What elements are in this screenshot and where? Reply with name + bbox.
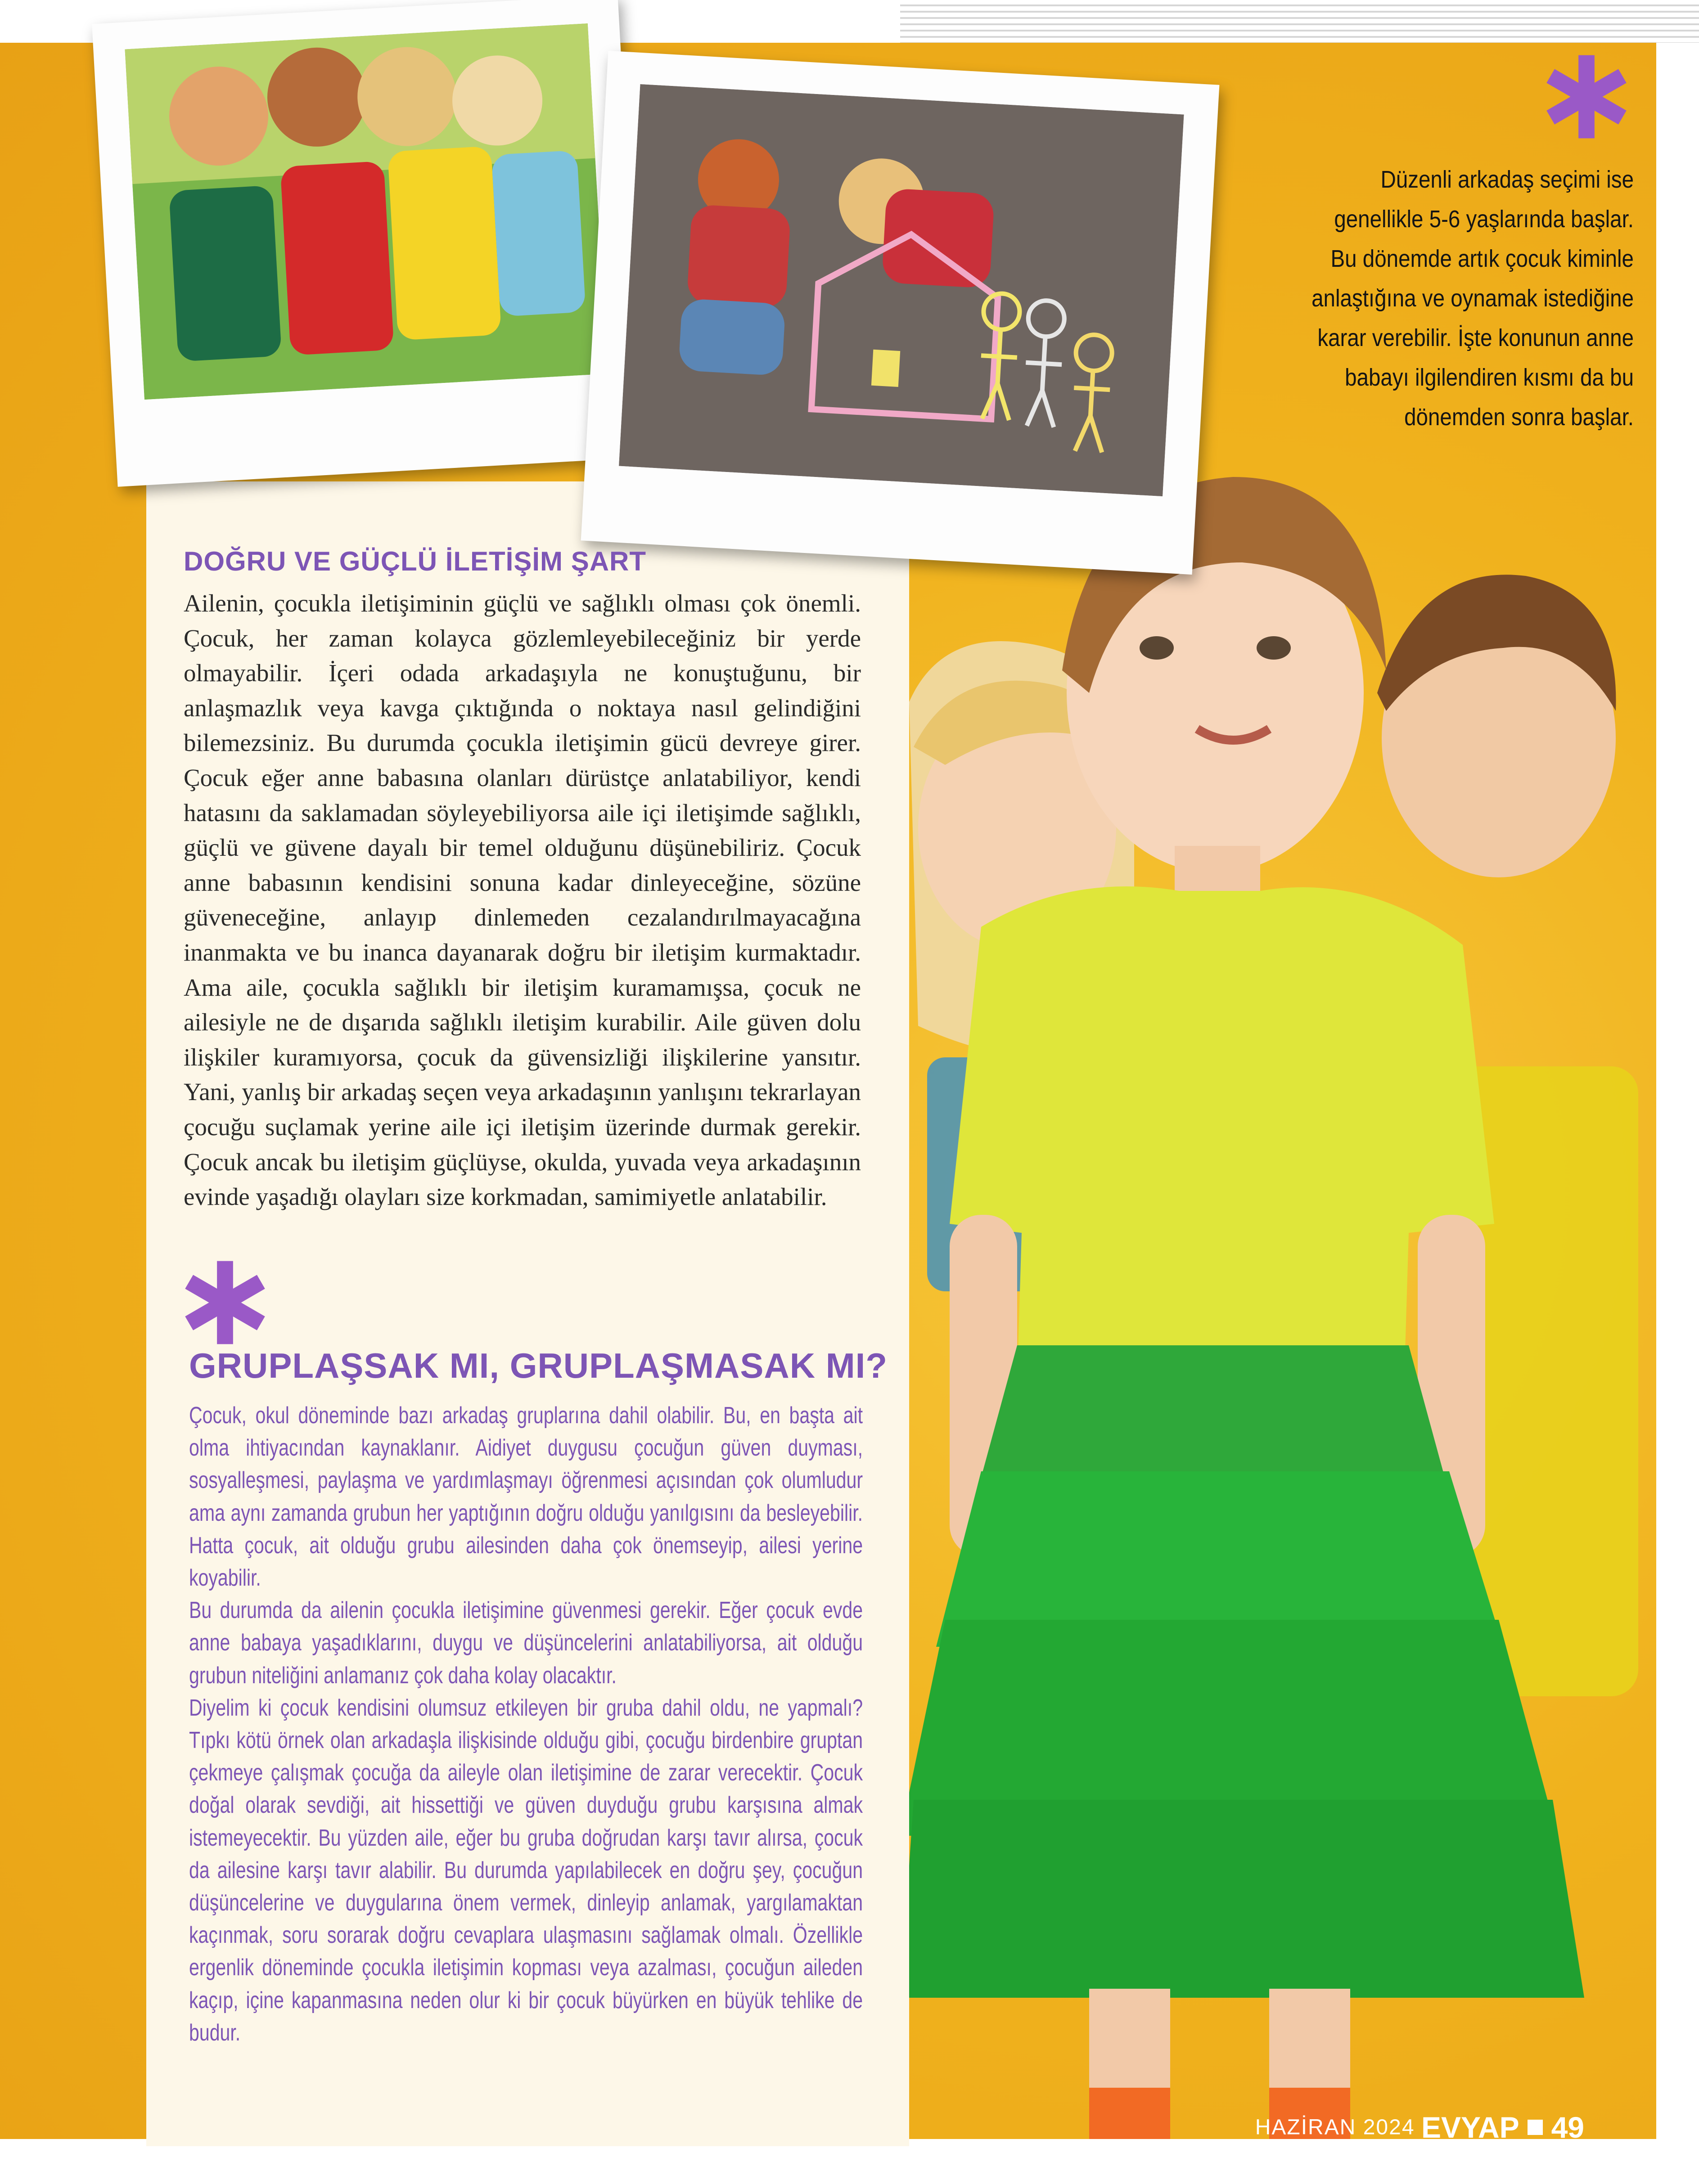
section2-paragraph: Çocuk, okul döneminde bazı arkadaş gruplarına dahil olabilir. Bu, en başta ait olma ihtiyacından kaynaklanır. Aidiyet duygusu çocuğun güven duyması, sosyalleşmesi, paylaşma ve yardımlaşmayı öğrenmesi açısından çok olumludur ama aynı zamanda grubun her yaptığının doğru olduğu yanılgısını da besleyebilir. Hatta çocuk, ait olduğu grubu ailesinden daha çok önemseyip, ailesi yerine koyabilir. [189, 1402, 863, 1591]
footer-square [1528, 2120, 1543, 2135]
issue-date: HAZİRAN 2024 [1255, 2115, 1415, 2139]
header-stripes [900, 0, 1699, 43]
intro-line: dönemden sonra başlar. [1404, 404, 1634, 431]
polaroid-backpacks [92, 0, 644, 487]
intro-line: anlaştığına ve oynamak istediğine [1311, 285, 1634, 312]
section2-paragraph: Bu durumda da ailenin çocukla iletişimine güvenmesi gerekir. Eğer çocuk evde anne babaya yaşadıklarını, duygu ve düşüncelerini anlatabiliyorsa, ait olduğu grubun niteliğini anlamanız çok daha kolay olacaktır. [189, 1597, 863, 1689]
intro-line: babayı ilgilendiren kısmı da bu [1345, 364, 1634, 391]
intro-line: genellikle 5-6 yaşlarında başlar. [1334, 206, 1634, 233]
asterisk-icon [1539, 49, 1634, 144]
backpacks-photo [125, 23, 607, 400]
section2-body [189, 1399, 863, 2049]
intro-callout [1297, 160, 1634, 437]
asterisk-icon [178, 1255, 272, 1350]
section2-heading: GRUPLAŞSAK MI, GRUPLAŞMASAK MI? [189, 1346, 888, 1385]
magazine-brand: EVYAP [1421, 2111, 1519, 2144]
intro-line: karar verebilir. İşte konunun anne [1317, 324, 1634, 351]
section2-paragraph: Diyelim ki çocuk kendisini olumsuz etkileyen bir gruba dahil oldu, ne yapmalı? Tıpkı kötü örnek olan arkadaşla ilişkisinde olduğu gibi, çocuğu birdenbire gruptan çekmeye çalışmak çocuğa da aileyle olan iletişimine de zarar verecektir. Çocuk doğal olarak sevdiği, ait hissettiği ve güven duyduğu grubu karşısına almak istemeyecektir. Bu yüzden aile, eğer bu gruba doğrudan karşı tavır alırsa, çocuk da ailesine karşı tavır alabilir. Bu durumda yapılabilecek en doğru şey, çocuğun düşüncelerine ve duygularına önem vermek, dinleyip anlamak, yargılamaktan kaçınmak, soru sorarak doğru cevaplara ulaşmasını sağlamak olmalı. Özellikle ergenlik döneminde çocukla iletişimin kopması veya azalması, çocuğun aileden kaçıp, içine kapanmasına neden olur ki bir çocuk büyürken en büyük tehlike de budur. [189, 1694, 863, 2046]
intro-line: Düzenli arkadaş seçimi ise [1380, 166, 1634, 193]
page-footer [1255, 2110, 1584, 2144]
polaroid-chalk-drawing [581, 51, 1220, 575]
intro-line: Bu dönemde artık çocuk kiminle [1330, 245, 1634, 272]
children-photo [900, 459, 1656, 2139]
section1-heading: DOĞRU VE GÜÇLÜ İLETİŞİM ŞART [184, 546, 647, 576]
page-number: 49 [1551, 2111, 1584, 2144]
chalk-drawing-photo [619, 84, 1184, 496]
section1-body: Ailenin, çocukla iletişiminin güçlü ve sağlıklı olması çok önemli. Çocuk, her zaman kolayca gözlemleyebileceğiniz bir yerde olmayabilir. İçeri odada arkadaşıyla ne konuştuğunu, bir anlaşmazlık veya kavga çıktığında o noktaya nasıl gelindiğini bilemezsiniz. Bu durumda çocukla iletişimin gücü devreye girer. Çocuk eğer anne babasına olanları dürüstçe anlatabiliyor, kendi hatasını da saklamadan söyleyebiliyorsa aile içi iletişimde sağlıklı, güçlü ve güvene dayalı bir temel olduğunu düşünebiliriz. Çocuk anne babasının kendisini sonuna kadar dinleyeceğine, sözüne güveneceğine, anlayıp dinlemeden cezalandırılmayacağına inanmakta ve bu inanca dayanarak doğru bir iletişim kurmaktadır. Ama aile, çocukla sağlıklı bir iletişim kuramamışsa, çocuk ne ailesiyle ne de dışarıda sağlıklı iletişim kurabilir. Aile güven dolu ilişkiler kuramıyorsa, çocuk da güvensizliği ilişkilerine yansıtır. Yani, yanlış bir arkadaş seçen veya arkadaşının yanlışını tekrarlayan çocuğu suçlamak yerine aile içi iletişim üzerinde durmak gerekir. Çocuk ancak bu iletişim güçlüyse, okulda, yuvada veya arkadaşının evinde yaşadığı olayları size korkmadan, samimiyetle anlatabilir. [184, 589, 861, 1211]
